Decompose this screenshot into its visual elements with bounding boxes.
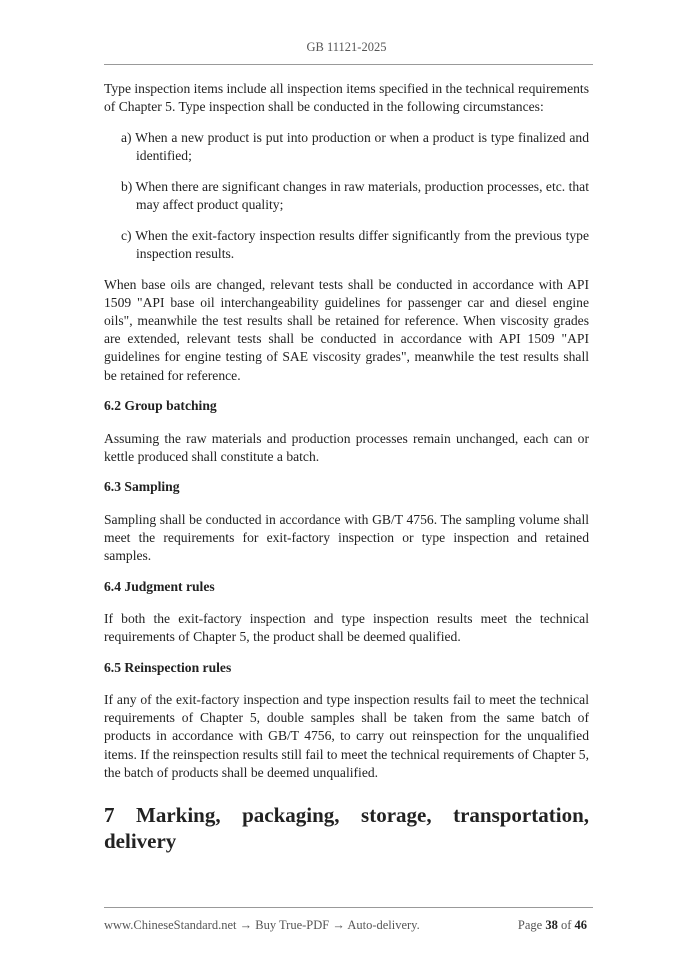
intro-paragraph: Type inspection items include all inspection items specified in the technical requirements of Chapter 5. Type inspection shall be conducted in the following circumstances: (104, 81, 589, 115)
delivery-text: Auto-delivery. (347, 918, 420, 932)
header-divider (104, 64, 593, 65)
list-marker: a) (121, 129, 132, 145)
list-item (104, 227, 589, 263)
page-word: Page (517, 918, 543, 932)
section-heading-6-4: 6.4 Judgment rules (104, 578, 215, 594)
page-footer (104, 918, 587, 933)
section-text-6-2: Assuming the raw materials and production processes remain unchanged, each can or kettle produced shall constitute a batch. (104, 430, 589, 464)
list-marker: b) (121, 178, 133, 194)
page-number: 38 (545, 918, 558, 932)
base-oils-paragraph: When base oils are changed, relevant tests shall be conducted in accordance with API 1509 "API base oil interchangeability guidelines for passenger car and diesel engine oils", meanwhile the test results shall be retained for reference. When viscosity grades are extended, relevant tests shall be conducted in accordance with API 1509 "API guidelines for engine testing of SAE viscosity grades", meanwhile the test results shall be retained for reference. (104, 276, 589, 383)
page-counter (518, 918, 587, 933)
section-text-6-5: If any of the exit-factory inspection and type inspection results fail to meet the technical requirements of Chapter 5, double samples shall be taken from the same batch of products in accordance with GB/T 4756, to carry out reinspection for the unqualified items. If the reinspection results still fail to meet the technical requirements of Chapter 5, the batch of products shall be deemed unqualified. (104, 692, 589, 780)
site-link[interactable]: www.ChineseStandard.net (104, 918, 237, 932)
section-text-6-4: If both the exit-factory inspection and type inspection results meet the technical requirements of Chapter 5, the product shall be deemed qualified. (104, 610, 589, 645)
section-text-6-3: Sampling shall be conducted in accordance with GB/T 4756. The sampling volume shall meet the requirements for exit-factory inspection or type inspection and retained samples. (104, 511, 589, 564)
chapter-7-title: 7 Marking, packaging, storage, transportation, delivery (104, 803, 589, 854)
list-text: When there are significant changes in raw materials, production processes, etc. that may affect product quality; (135, 178, 589, 213)
arrow-icon: → (332, 918, 345, 932)
doc-code: GB 11121-2025 (306, 40, 387, 54)
page-total: 46 (574, 918, 587, 932)
list-item (104, 129, 589, 165)
page-content (104, 80, 589, 854)
section-heading-6-3: 6.3 Sampling (104, 479, 180, 495)
footer-promo (104, 918, 420, 933)
page-header (0, 40, 693, 55)
of-word: of (560, 918, 572, 932)
buy-text: Buy True-PDF (255, 918, 330, 932)
list-text: When a new product is put into production or when a product is type finalized and identified; (135, 129, 589, 164)
section-heading-6-2: 6.2 Group batching (104, 398, 217, 414)
list-text: When the exit-factory inspection results differ significantly from the previous type inspection results. (135, 227, 589, 261)
section-heading-6-5: 6.5 Reinspection rules (104, 659, 232, 675)
arrow-icon: → (239, 918, 253, 932)
list-item (104, 178, 589, 214)
footer-divider (104, 907, 593, 908)
list-marker: c) (121, 227, 132, 243)
